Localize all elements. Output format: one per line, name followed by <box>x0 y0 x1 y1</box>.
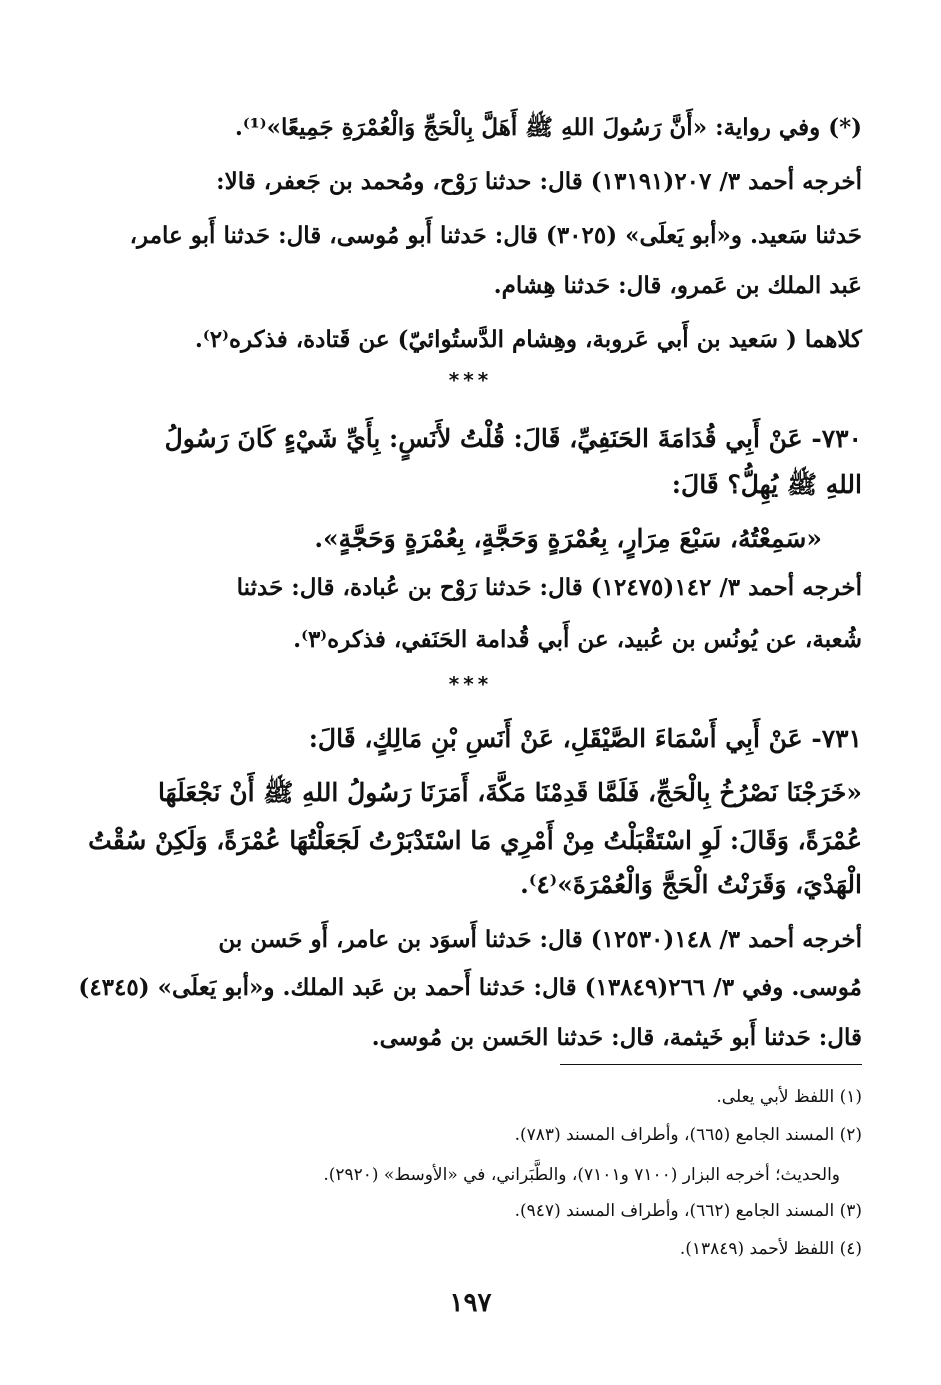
takhrij-line: أخرجه أحمد ٣/ ١٤٢(١٢٤٧٥) قال: حَدثنا رَوْح بن عُبادة، قال: حَدثنا <box>236 574 862 601</box>
hadith-730-matn: «سَمِعْتُهُ، سَبْعَ مِرَارٍ، بِعُمْرَةٍ وَحَجَّةٍ، بِعُمْرَةٍ وَحَجَّةٍ». <box>314 524 822 553</box>
hadith-730-text: اللهِ ﷺ يُهِلُّ؟ قَالَ: <box>671 470 862 499</box>
takhrij-line: شُعبة، عن يُونُس بن عُبيد، عن أَبي قُدامة الحَنَفي، فذكره⁽٣⁾. <box>293 626 862 653</box>
hadith-731-matn: الْهَدْيَ، وَقَرَنْتُ الْحَجَّ وَالْعُمْرَةَ»⁽٤⁾. <box>520 870 862 899</box>
page-number: ١٩٧ <box>449 1288 492 1318</box>
section-separator: *** <box>448 368 493 392</box>
hadith-731-matn: «خَرَجْنَا نَصْرُخُ بِالْحَجِّ، فَلَمَّا قَدِمْنَا مَكَّةَ، أَمَرَنَا رَسُولُ اللهِ ﷺ أَنْ نَجْعَلَهَا <box>157 778 862 807</box>
takhrij-line: قال: حَدثنا أَبو خَيثمة، قال: حَدثنا الحَسن بن مُوسى. <box>371 1024 862 1051</box>
kilahuma-line: كلاهما ( سَعيد بن أَبي عَروبة، وهِشام الدَّستُوائيّ) عن قَتادة، فذكره⁽٢⁾. <box>194 326 862 353</box>
section-separator: *** <box>448 672 493 696</box>
footnote-4: (٤) اللفظ لأحمد (١٣٨٤٩). <box>679 1239 862 1259</box>
hadith-731-matn: عُمْرَةً، وَقَالَ: لَوِ اسْتَقْبَلْتُ مِنْ أَمْرِي مَا اسْتَدْبَرْتُ لَجَعَلْتُهَا عُمْرَةً، وَلَكِنْ سُقْتُ <box>88 826 862 855</box>
riwaya-line: (*) وفي رواية: «أَنَّ رَسُولَ اللهِ ﷺ أَهَلَّ بِالْحَجِّ وَالْعُمْرَةِ جَمِيعًا»⁽¹⁾. <box>234 114 862 141</box>
hadith-730-text: ٧٣٠- عَنْ أَبِي قُدَامَةَ الحَنَفِيِّ، قَالَ: قُلْتُ لأَنَسٍ: بِأَيِّ شَيْءٍ كَانَ رَسُولُ <box>164 424 862 453</box>
footnote-2-continuation: والحديث؛ أخرجه البزار (٧١٠٠ و٧١٠١)، والطَّبَراني، في «الأوسط» (٢٩٢٠). <box>323 1165 840 1185</box>
takhrij-line: حَدثنا سَعيد. و«أبو يَعلَى» (٣٠٢٥) قال: حَدثنا أَبو مُوسى، قال: حَدثنا أَبو عامر، <box>129 222 862 249</box>
footnote-2: (٢) المسند الجامع (٦٦٥)، وأطراف المسند (٧٨٣). <box>514 1125 862 1145</box>
footnote-3: (٣) المسند الجامع (٦٦٢)، وأطراف المسند (٩٤٧). <box>514 1201 862 1221</box>
takhrij-line: عَبد الملك بن عَمرو، قال: حَدثنا هِشام. <box>493 272 862 299</box>
hadith-731-text: ٧٣١- عَنْ أَبِي أَسْمَاءَ الصَّيْقَلِ، عَنْ أَنَسِ بْنِ مَالِكٍ، قَالَ: <box>308 724 862 753</box>
takhrij-line: أخرجه أحمد ٣/ ١٤٨(١٢٥٣٠) قال: حَدثنا أَسوَد بن عامر، أَو حَسن بن <box>218 926 862 953</box>
takhrij-line: مُوسى. وفي ٣/ ٢٦٦(١٣٨٤٩) قال: حَدثنا أَحمد بن عَبد الملك. و«أبو يَعلَى» (٤٣٤٥) <box>78 974 862 1001</box>
footnote-1: (١) اللفظ لأبي يعلى. <box>716 1087 862 1107</box>
takhrij-line: أخرجه أحمد ٣/ ٢٠٧(١٣١٩١) قال: حدثنا رَوْح، ومُحمد بن جَعفر، قالا: <box>216 168 862 195</box>
footnote-divider <box>560 1064 862 1065</box>
